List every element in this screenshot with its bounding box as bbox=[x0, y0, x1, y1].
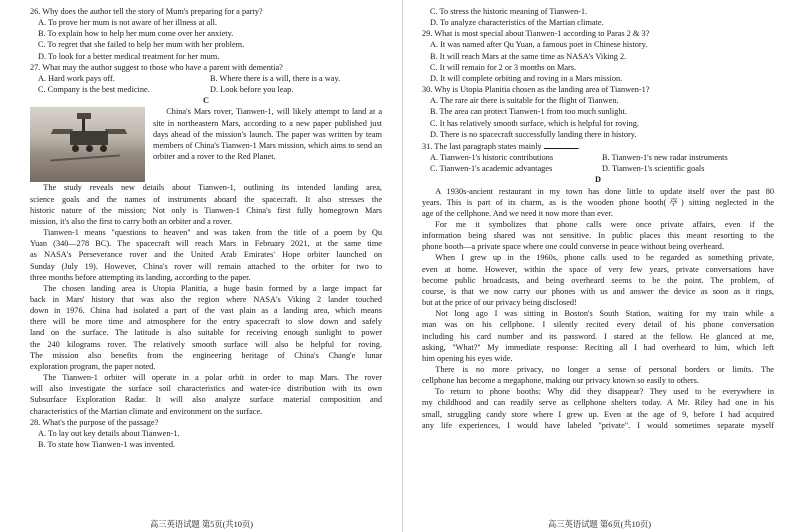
passage-c-line: down in 1976. China had isolated a part of the vast plain as a landing area, which means bbox=[30, 306, 382, 316]
q29-option-b: B. It will reach Mars at the same time as NASA's Viking 2. bbox=[430, 51, 627, 61]
passage-d-line: but at the price of our privacy being disclosed! bbox=[422, 298, 577, 308]
q31-option-b: B. Tianwen-1's new radar instruments bbox=[602, 153, 728, 163]
q31-option-c: C. Tianwen-1's academic advantages bbox=[430, 164, 553, 174]
page-footer-left: 高三英语试题 第5页(共10页) bbox=[150, 520, 254, 529]
passage-c-line: mission, it's also the first to carry both an orbiter and a rover. bbox=[30, 216, 232, 226]
mars-rover-photo bbox=[30, 107, 145, 182]
page-divider bbox=[402, 0, 403, 532]
passage-c-line: land on the surface. The latitude is also suitable for receiving enough sunlight to power bbox=[30, 328, 382, 338]
q30-option-b: B. The area can protect Tianwen-1 from too much sunlight. bbox=[430, 107, 627, 117]
q28-stem: 28. What's the purpose of the passage? bbox=[30, 417, 159, 427]
q27-stem: 27. What may the author suggest to those who have a parent with dementia? bbox=[30, 62, 283, 72]
passage-c-line: historic nature of the mission; Not only is Tianwen-1 China's first fully homegrown Mars bbox=[30, 205, 382, 215]
q29-option-d: D. It will complete orbiting and roving in a Mars mission. bbox=[430, 73, 623, 83]
q31-options-row-2 bbox=[422, 163, 774, 174]
q29-option-a: A. It was named after Qu Yuan, a famous poet in Chinese history. bbox=[430, 40, 648, 50]
passage-c-line: Yuan (340—278 BC). The spacecraft will reach Mars in February 2021, at the same time bbox=[30, 239, 382, 249]
passage-c-intro-line: members of China's Tianwen-1 Mars mission, which aims to send an bbox=[153, 140, 382, 150]
passage-d-line: small, struggling candy store where I grew up. Even at the age of 9, before I had acquired bbox=[422, 409, 774, 419]
passage-d-line: Not long ago I was sitting in Boston's South Station, waiting for my train while a bbox=[435, 309, 774, 319]
q28-option-a: A. To lay out key details about Tianwen-1. bbox=[38, 428, 180, 438]
section-d-heading: D bbox=[595, 175, 601, 185]
q28-option-c: C. To stress the historic meaning of Tianwen-1. bbox=[430, 7, 588, 16]
q31-options-row-1 bbox=[422, 152, 774, 163]
passage-c-intro-line: China's Mars rover, Tianwen-1, will likely attempt to land at a bbox=[166, 107, 382, 117]
q31-option-d: D. Tianwen-1's scientific goals bbox=[602, 164, 705, 174]
passage-c-intro bbox=[30, 106, 382, 182]
q30-option-c: C. It has relatively smooth surface, which is helpful for roving. bbox=[430, 118, 639, 128]
passage-d-line: A 1930s-ancient restaurant in my town has done little to update itself over the past 80 bbox=[435, 186, 774, 196]
left-column bbox=[30, 6, 382, 450]
passage-d-line: my childhood and can readily serve as cellphone shelters today. A Mr. Riley had one in his bbox=[422, 398, 774, 408]
passage-c-line: The chosen landing area is Utopia Planitia, a huge basin formed by a large impact far bbox=[43, 283, 382, 293]
passage-d-line: For me it symbolizes that phone calls were once private affairs, even if the bbox=[435, 219, 774, 229]
q26-option-b: B. To explain how to help her mum come over her anxiety. bbox=[38, 29, 234, 39]
passage-d-line: There is no more privacy, no longer a sense of personal borders or limits. The bbox=[435, 365, 774, 374]
passage-d-line: become public broadcasts, and being overheard seems to be the point. The problem, of bbox=[422, 275, 774, 285]
passage-c-line: the 240 kilograms rover. The relatively smooth surface will also be helpful for roving. bbox=[30, 339, 382, 349]
q30-stem: 30. Why is Utopia Planitia chosen as the landing area of Tianwen-1? bbox=[422, 85, 650, 95]
passage-d-line: years. This is part of its charm, as is the wooden phone booth(亭) sitting neglected in the bbox=[422, 197, 774, 207]
passage-d-line: asking, "What?" My immediate response: Reciting all I had overheard to him, which left bbox=[422, 342, 774, 352]
q27-options-row-2 bbox=[30, 84, 382, 95]
q30-option-a: A. The rare air there is suitable for the flight of Tianwen. bbox=[430, 96, 619, 106]
passage-c-intro-text bbox=[153, 106, 382, 182]
q27-options-row-1 bbox=[30, 73, 382, 84]
passage-c-line: exploration program, the paper noted. bbox=[30, 361, 156, 371]
q27-option-d: D. Look before you leap. bbox=[210, 85, 294, 95]
passage-c-intro-line: site in northeastern Mars, according to a new paper published just bbox=[153, 118, 382, 128]
passage-d-line: age of the cellphone. And we need it now more than ever. bbox=[422, 208, 613, 218]
passage-d-line: cellphone has become a megaphone, making our privacy known so easily to others. bbox=[422, 376, 699, 386]
passage-c-line: The Tianwen-1 orbiter will operate in a polar orbit in order to map Mars. The rover bbox=[43, 373, 382, 383]
section-c-heading: C bbox=[203, 96, 209, 106]
passage-d-line: even at home. However, within the space of very few years, private conversations have bbox=[422, 264, 774, 274]
q26-option-c: C. To regret that she failed to help her mum with her problem. bbox=[38, 40, 245, 50]
passage-c-line: The mission also benefits from the engineering heritage of China's Chang'e lunar bbox=[30, 350, 382, 360]
passage-d-line: including his card number and its password. I stared at the fellow. He glanced at me, bbox=[422, 331, 774, 341]
passage-c-line: Subsurface Exploration Radar. It will also analyze surface material composition and bbox=[30, 395, 382, 405]
passage-d-line: any life experiences, I would have labeled "private". I would sometimes separate myself bbox=[422, 420, 774, 430]
passage-c-line: back in Mars' history that was also the region where NASA's Viking 2 lander touched bbox=[30, 294, 382, 304]
q27-option-b: B. Where there is a will, there is a way. bbox=[210, 73, 341, 83]
passage-c-line: Tianwen-1 means "questions to heaven" and was taken from the title of a poem by Qu bbox=[43, 228, 382, 238]
q27-option-c: C. Company is the best medicine. bbox=[38, 85, 150, 95]
passage-d-line: man was on his cellphone. I silently recited every detail of his phone conversation bbox=[422, 320, 774, 330]
passage-d-body bbox=[422, 186, 774, 431]
q29-stem: 29. What is most special about Tianwen-1 according to Paras 2 & 3? bbox=[422, 29, 650, 39]
passage-c-line: characteristics of the Martian climate and environment on the surface. bbox=[30, 406, 263, 416]
passage-d-line: him opening his eyes wide. bbox=[422, 353, 513, 363]
q30-option-d: D. There is no spacecraft successfully landing there in history. bbox=[430, 129, 637, 139]
passage-d-line: phone booth—a private space where one could converse in peace without being overheard. bbox=[422, 242, 725, 252]
passage-d-line: course, is that we now carry our phones with us and answer the device as soon as it rings, bbox=[422, 286, 774, 296]
answer-blank bbox=[544, 140, 578, 149]
passage-d-line: To return to phone booths: Why did they disappear? They used to be everywhere in bbox=[435, 387, 774, 397]
passage-c-line: Sunday (July 19). However, China's rover will remain attached to the orbiter for two to bbox=[30, 261, 382, 271]
passage-c-line: three months before attempting its landing, according to the paper. bbox=[30, 272, 251, 282]
passage-c-line: there will be more time and atmosphere for the entry spacecraft to slow down and safely bbox=[30, 317, 382, 327]
q28-option-d: D. To analyze characteristics of the Martian climate. bbox=[430, 18, 604, 28]
q29-option-c: C. It will remain for 2 or 3 months on Mars. bbox=[430, 62, 577, 72]
q31-stem-line bbox=[422, 140, 774, 152]
passage-d-line: When I grew up in the 1960s, phone calls used to be regarded as something private, bbox=[435, 253, 774, 263]
passage-c-line: The study reveals new details about Tianwen-1, outlining its intended landing area, bbox=[43, 183, 382, 193]
q28-option-b: B. To state how Tianwen-1 was invented. bbox=[38, 440, 176, 449]
passage-c-intro-line: orbiter and a rover to the Red Planet. bbox=[153, 152, 276, 162]
q31-stem-period: . bbox=[577, 141, 580, 151]
passage-c-body bbox=[30, 182, 382, 416]
passage-c-line: will also investigate the surface soil characteristics and water-ice distribution with its own bbox=[30, 384, 382, 394]
passage-c-line: as NASA's Perseverance rover and the United Arab Emirates' Hope orbiter launched on bbox=[30, 250, 382, 260]
q26-option-a: A. To prove her mum is not aware of her illness at all. bbox=[38, 18, 217, 28]
passage-c-line: science goals and the names of instruments aboard the spacecraft. It also stresses the bbox=[30, 194, 382, 204]
page-footer-right: 高三英语试题 第6页(共10页) bbox=[548, 520, 652, 529]
q31-stem: 31. The last paragraph states mainly bbox=[422, 141, 542, 151]
passage-c-intro-line: days ahead of the mission's launch. The paper was written by team bbox=[153, 129, 382, 139]
right-column bbox=[422, 6, 774, 431]
q26-stem: 26. Why does the author tell the story of Mum's preparing for a party? bbox=[30, 7, 263, 16]
passage-d-line: information being shared was not sensitive. In public places this meant resorting to the bbox=[422, 231, 774, 241]
q31-option-a: A. Tianwen-1's historic contributions bbox=[430, 153, 554, 163]
q27-option-a: A. Hard work pays off. bbox=[38, 73, 115, 83]
q26-option-d: D. To look for a better medical treatment for her mum. bbox=[38, 51, 220, 61]
